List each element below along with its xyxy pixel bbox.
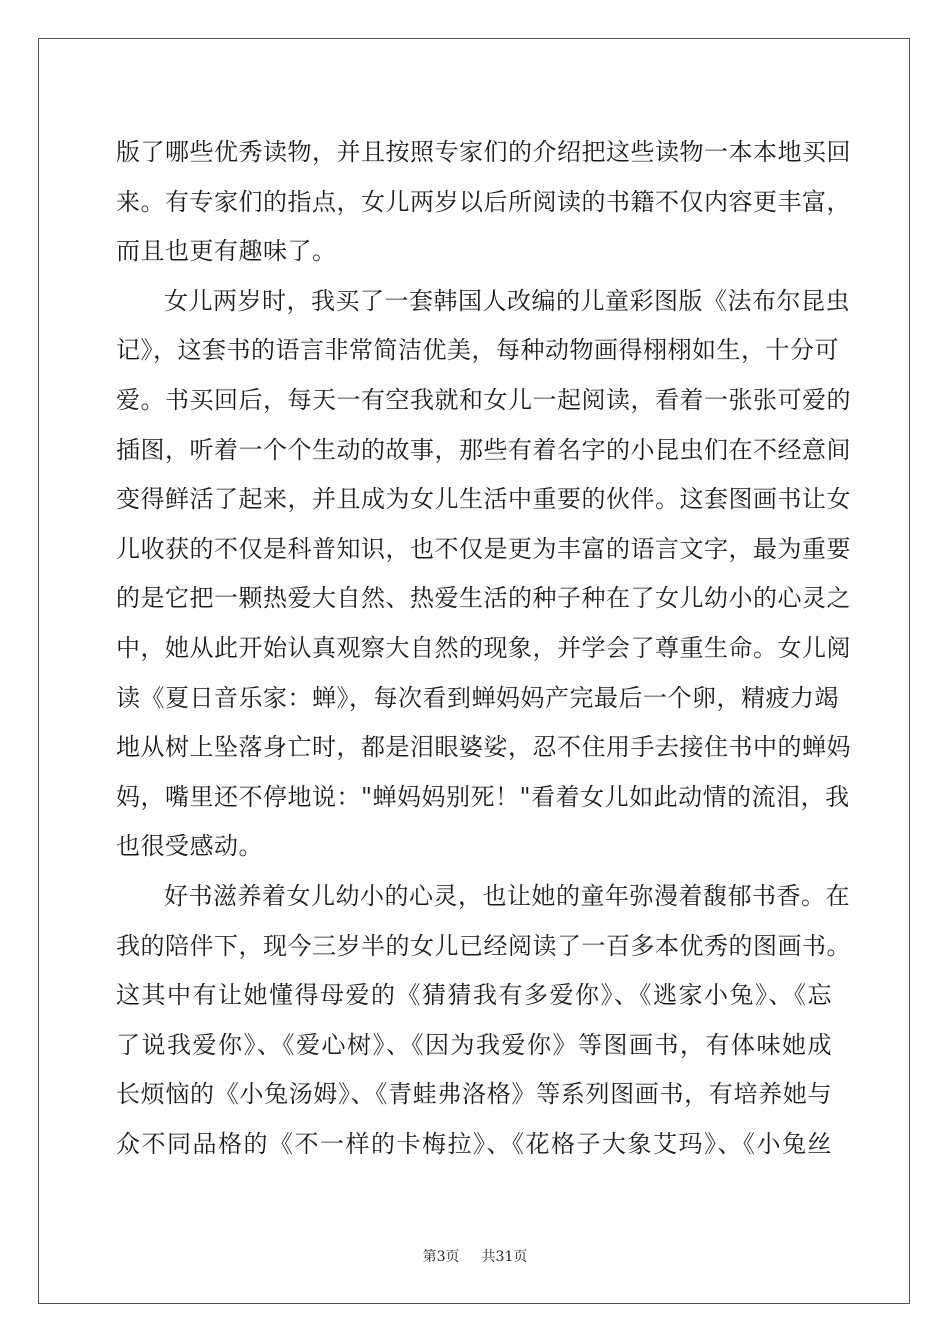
- page-number: 第3页: [422, 1249, 460, 1265]
- paragraph-first-line: 女儿两岁时，我买了一套韩国人改编的儿童彩图版《法布尔昆虫: [164, 286, 850, 315]
- text-line: 我的陪伴下，现今三岁半的女儿已经阅读了一百多本优秀的图画书。: [116, 931, 851, 960]
- text-line: 插图，听着一个个生动的故事，那些有着名字的小昆虫们在不经意间: [116, 435, 851, 464]
- text-line: 读《夏日音乐家：蝉》，每次看到蝉妈妈产完最后一个卵，精疲力竭: [116, 683, 839, 712]
- text-line: 也很受感动。: [116, 832, 263, 861]
- text-line: 众不同品格的《不一样的卡梅拉》、《花格子大象艾玛》、《小兔丝: [116, 1129, 832, 1158]
- text-line: 中，她从此开始认真观察大自然的现象，并学会了尊重生命。女儿阅: [116, 633, 851, 662]
- text-line: 地从树上坠落身亡时，都是泪眼婆娑，忍不住用手去接住书中的蝉妈: [116, 733, 851, 762]
- text-line: 而且也更有趣味了。: [116, 237, 337, 266]
- text-line: 版了哪些优秀读物，并且按照专家们的介绍把这些读物一本本地买回: [116, 138, 851, 166]
- text-line: 这其中有让她懂得母爱的《猜猜我有多爱你》、《逃家小兔》、《忘: [116, 981, 832, 1010]
- text-line: 变得鲜活了起来，并且成为女儿生活中重要的伙伴。这套图画书让女: [116, 485, 851, 514]
- text-line: 长烦恼的《小兔汤姆》、《青蛙弗洛格》等系列图画书，有培养她与: [116, 1080, 832, 1109]
- text-line: 来。有专家们的指点，女儿两岁以后所阅读的书籍不仅内容更丰富，: [116, 187, 851, 216]
- paragraph-first-line: 好书滋养着女儿幼小的心灵，也让她的童年弥漫着馥郁书香。在: [164, 881, 850, 910]
- page-total: 共31页: [481, 1249, 528, 1265]
- text-line: 了说我爱你》、《爱心树》、《因为我爱你》等图画书，有体味她成: [116, 1030, 832, 1059]
- text-line: 的是它把一颗热爱大自然、热爱生活的种子种在了女儿幼小的心灵之: [116, 584, 851, 613]
- text-line: 爱。书买回后，每天一有空我就和女儿一起阅读，看着一张张可爱的: [116, 385, 851, 414]
- text-line: 妈，嘴里还不停地说："蝉妈妈别死！"看着女儿如此动情的流泪，我: [116, 782, 850, 811]
- text-line: 记》，这套书的语言非常简洁优美，每种动物画得栩栩如生，十分可: [116, 336, 839, 365]
- text-line: 儿收获的不仅是科普知识，也不仅是更为丰富的语言文字，最为重要: [116, 534, 851, 563]
- page-footer: [0, 1246, 950, 1266]
- document-body: [116, 128, 851, 1169]
